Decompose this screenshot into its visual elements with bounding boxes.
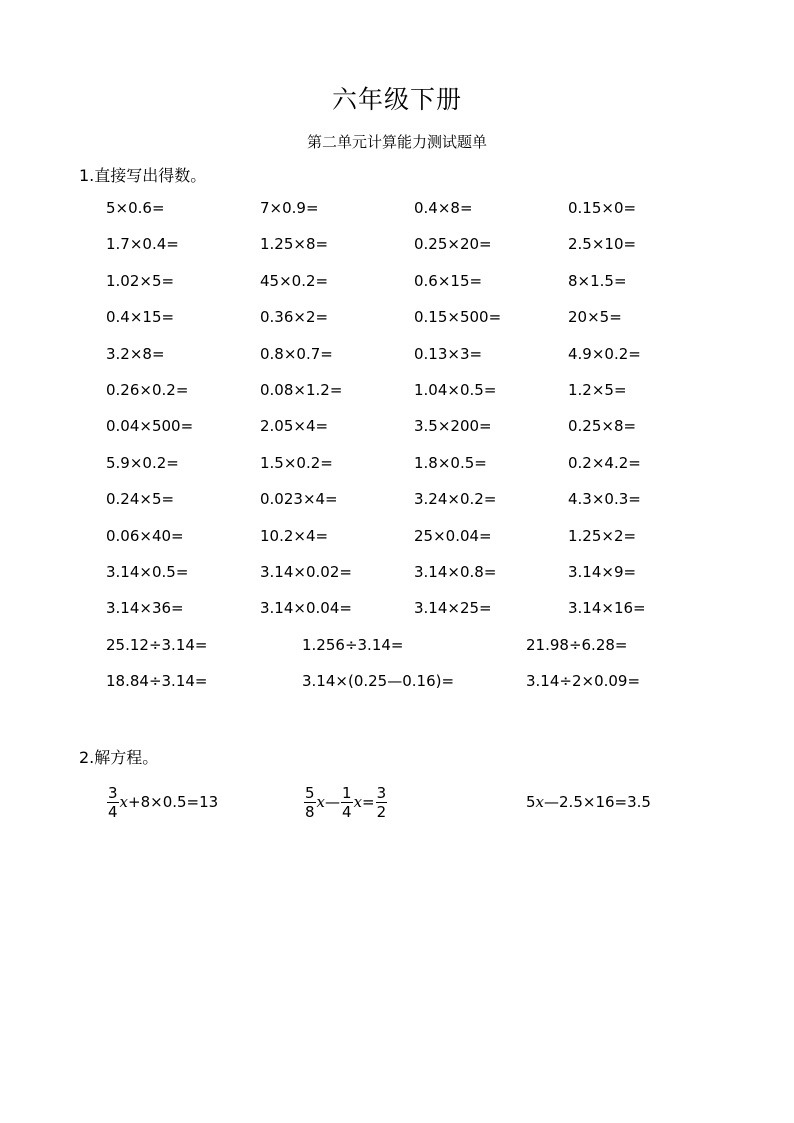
fraction	[341, 784, 353, 821]
calc-item: 3.14×9=	[568, 563, 637, 581]
calc-item: 3.2×8=	[106, 344, 165, 363]
fraction	[376, 784, 388, 821]
variable: x	[119, 793, 129, 811]
calc-item: 45×0.2=	[260, 271, 329, 290]
calc-item: 3.5×200=	[414, 417, 492, 436]
operator: —	[325, 793, 341, 811]
calc-item: 0.15×500=	[414, 308, 502, 327]
equation-1	[106, 780, 218, 824]
calc-item: 20×5=	[568, 308, 622, 327]
calc-item: 0.25×8=	[568, 417, 637, 436]
calc-item: 3.14×36=	[106, 599, 184, 618]
fraction-denominator: 4	[342, 802, 352, 821]
calc-item: 4.9×0.2=	[568, 344, 641, 363]
equation-text: +8×0.5=13	[128, 793, 219, 811]
page-title: 六年级下册	[331, 85, 462, 114]
fraction	[304, 784, 316, 821]
calc-item: 0.8×0.7=	[260, 344, 333, 363]
calc-item: 0.4×8=	[414, 199, 473, 217]
section2-heading: 2.解方程。	[79, 748, 159, 767]
calc-item: 0.13×3=	[414, 344, 483, 363]
calc-item: 5.9×0.2=	[106, 453, 179, 472]
fraction-numerator: 3	[108, 783, 118, 802]
calc-item: 3.14÷2×0.09=	[526, 672, 641, 691]
fraction-numerator: 5	[305, 783, 315, 802]
calc-item: 1.25×2=	[568, 526, 637, 545]
calc-item: 1.02×5=	[106, 271, 175, 290]
calc-item: 2.05×4=	[260, 417, 329, 436]
calc-item: 3.14×25=	[414, 599, 492, 618]
calc-item: 0.023×4=	[260, 490, 338, 509]
calc-item: 1.7×0.4=	[106, 235, 179, 254]
page-subtitle: 第二单元计算能力测试题单	[306, 133, 487, 151]
calc-item: 3.14×0.8=	[414, 563, 497, 581]
fraction-denominator: 4	[108, 802, 118, 821]
calc-item: 18.84÷3.14=	[106, 672, 208, 691]
calc-item: 0.25×20=	[414, 235, 492, 254]
calc-item: 4.3×0.3=	[568, 490, 641, 509]
variable: x	[316, 793, 326, 811]
calc-item: 0.15×0=	[568, 199, 637, 217]
calc-item: 1.2×5=	[568, 381, 627, 399]
calc-item: 2.5×10=	[568, 235, 637, 254]
calc-item: 0.08×1.2=	[260, 381, 343, 399]
calc-item: 25×0.04=	[414, 526, 492, 545]
calc-item: 0.06×40=	[106, 526, 184, 545]
calc-item: 0.04×500=	[106, 417, 194, 436]
equation-text: 5	[526, 793, 536, 811]
calc-item: 0.6×15=	[414, 271, 483, 290]
calc-item: 0.4×15=	[106, 308, 175, 327]
calc-item: 1.5×0.2=	[260, 453, 333, 472]
calc-item: 0.24×5=	[106, 490, 175, 509]
fraction-denominator: 2	[376, 802, 387, 821]
equals-sign: =	[362, 793, 375, 811]
fraction-denominator: 8	[305, 802, 315, 821]
calc-item: 0.26×0.2=	[106, 381, 189, 399]
fraction-numerator: 3	[376, 783, 387, 802]
calc-item: 25.12÷3.14=	[106, 635, 208, 654]
calc-item: 1.04×0.5=	[414, 381, 497, 399]
calc-item: 3.14×16=	[568, 599, 646, 618]
calc-item: 5×0.6=	[106, 199, 165, 217]
calc-item: 1.25×8=	[260, 235, 329, 254]
section1-heading: 1.直接写出得数。	[79, 166, 207, 185]
variable: x	[353, 793, 363, 811]
equation-2	[303, 780, 388, 824]
fraction-numerator: 1	[342, 783, 352, 802]
calc-item: 3.14×0.5=	[106, 563, 189, 581]
calc-item: 1.8×0.5=	[414, 453, 487, 472]
calc-item: 21.98÷6.28=	[526, 635, 628, 654]
calc-item: 3.14×0.04=	[260, 599, 352, 618]
calc-item: 3.24×0.2=	[414, 490, 497, 509]
calc-item: 3.14×(0.25—0.16)=	[302, 672, 455, 691]
variable: x	[535, 793, 545, 811]
calc-item: 0.36×2=	[260, 308, 329, 327]
equation-3	[526, 780, 651, 824]
calc-item: 10.2×4=	[260, 526, 329, 545]
equation-text: —2.5×16=3.5	[544, 793, 651, 811]
fraction	[107, 784, 119, 821]
calc-item: 3.14×0.02=	[260, 563, 352, 581]
calc-item: 0.2×4.2=	[568, 453, 641, 472]
calc-item: 7×0.9=	[260, 199, 319, 217]
calc-item: 1.256÷3.14=	[302, 635, 404, 654]
calc-item: 8×1.5=	[568, 271, 627, 290]
